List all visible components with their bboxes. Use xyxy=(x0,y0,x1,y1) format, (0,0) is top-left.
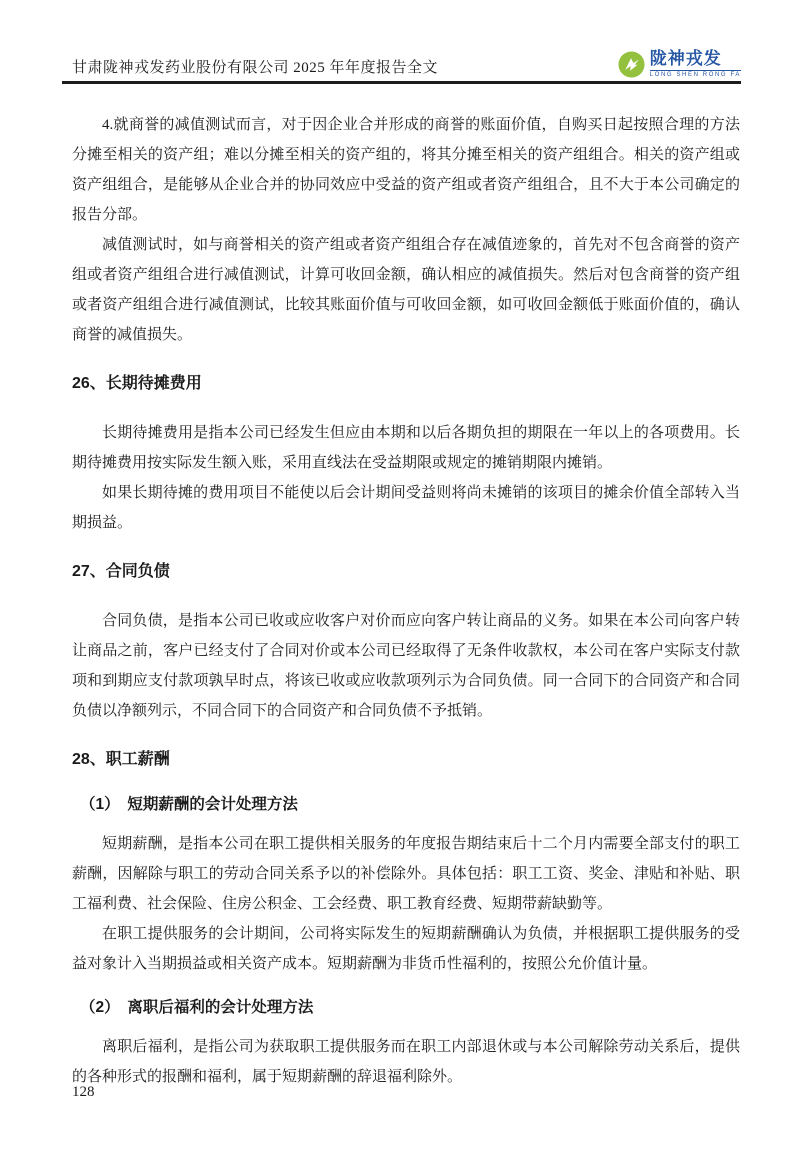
body-paragraph: 短期薪酬，是指本公司在职工提供相关服务的年度报告期结束后十二个月内需要全部支付的职工薪酬，因解除与职工的劳动合同关系予以的补偿除外。具体包括：职工工资、奖金、津贴和补贴、职工福利费、社会保险、住房公积金、工会经费、职工教育经费、短期带薪缺勤等。 xyxy=(72,836,740,912)
subsection-heading-1: （1） 短期薪酬的会计处理方法 xyxy=(80,796,298,813)
body-paragraph: 合同负债，是指本公司已收或应收客户对价而应向客户转让商品的义务。如果在本公司向客户转让商品之前，客户已经支付了合同对价或本公司已经取得了无条件收款权，本公司在客户实际支付款项和到期应支付款项孰早时点，将该已收或应收款项列示为合同负债。同一合同下的合同资产和合同负债以净额列示，不同合同下的合同资产和合同负债不予抵销。 xyxy=(72,613,740,719)
company-logo xyxy=(618,50,741,79)
bird-swirl-icon xyxy=(618,51,645,78)
subsection-heading-2: （2） 离职后福利的会计处理方法 xyxy=(80,999,314,1016)
logo-text xyxy=(650,50,741,78)
body-paragraph: 长期待摊费用是指本公司已经发生但应由本期和以后各期负担的期限在一年以上的各项费用。长期待摊费用按实际发生额入账，采用直线法在受益期限或规定的摊销期限内摊销。 xyxy=(72,425,740,471)
logo-subtitle: LONG SHEN RONG FA xyxy=(649,72,741,78)
body-paragraph: 离职后福利，是指公司为获取职工提供服务而在职工内部退休或与本公司解除劳动关系后，提供的各种形式的报酬和福利，属于短期薪酬的辞退福利除外。 xyxy=(72,1039,740,1085)
logo-brand-name: 陇神戎发 xyxy=(649,49,722,68)
page-header xyxy=(62,50,741,84)
section-heading-28: 28、职工薪酬 xyxy=(72,751,170,768)
section-heading-26: 26、长期待摊费用 xyxy=(72,375,202,392)
report-title: 甘肃陇神戎发药业股份有限公司 2025 年年度报告全文 xyxy=(72,60,439,76)
body-paragraph: 如果长期待摊的费用项目不能使以后会计期间受益则将尚未摊销的该项目的摊余价值全部转入当期损益。 xyxy=(72,485,740,531)
section-heading-27: 27、合同负债 xyxy=(72,563,170,580)
body-paragraph: 减值测试时，如与商誉相关的资产组或者资产组组合存在减值迹象的，首先对不包含商誉的资产组或者资产组组合进行减值测试，计算可收回金额，确认相应的减值损失。然后对包含商誉的资产组或者资产组组合进行减值测试，比较其账面价值与可收回金额，如可收回金额低于账面价值的，确认商誉的减值损失。 xyxy=(72,237,740,343)
page-number: 128 xyxy=(72,1084,95,1100)
document-body xyxy=(72,110,740,1092)
report-page xyxy=(0,50,793,1172)
body-paragraph: 在职工提供服务的会计期间，公司将实际发生的短期薪酬确认为负债，并根据职工提供服务的受益对象计入当期损益或相关资产成本。短期薪酬为非货币性福利的，按照公允价值计量。 xyxy=(72,926,740,972)
body-paragraph: 4.就商誉的减值测试而言，对于因企业合并形成的商誉的账面价值，自购买日起按照合理的方法分摊至相关的资产组；难以分摊至相关的资产组的，将其分摊至相关的资产组组合。相关的资产组或资产组组合，是能够从企业合并的协同效应中受益的资产组或者资产组组合，且不大于本公司确定的报告分部。 xyxy=(72,117,740,223)
